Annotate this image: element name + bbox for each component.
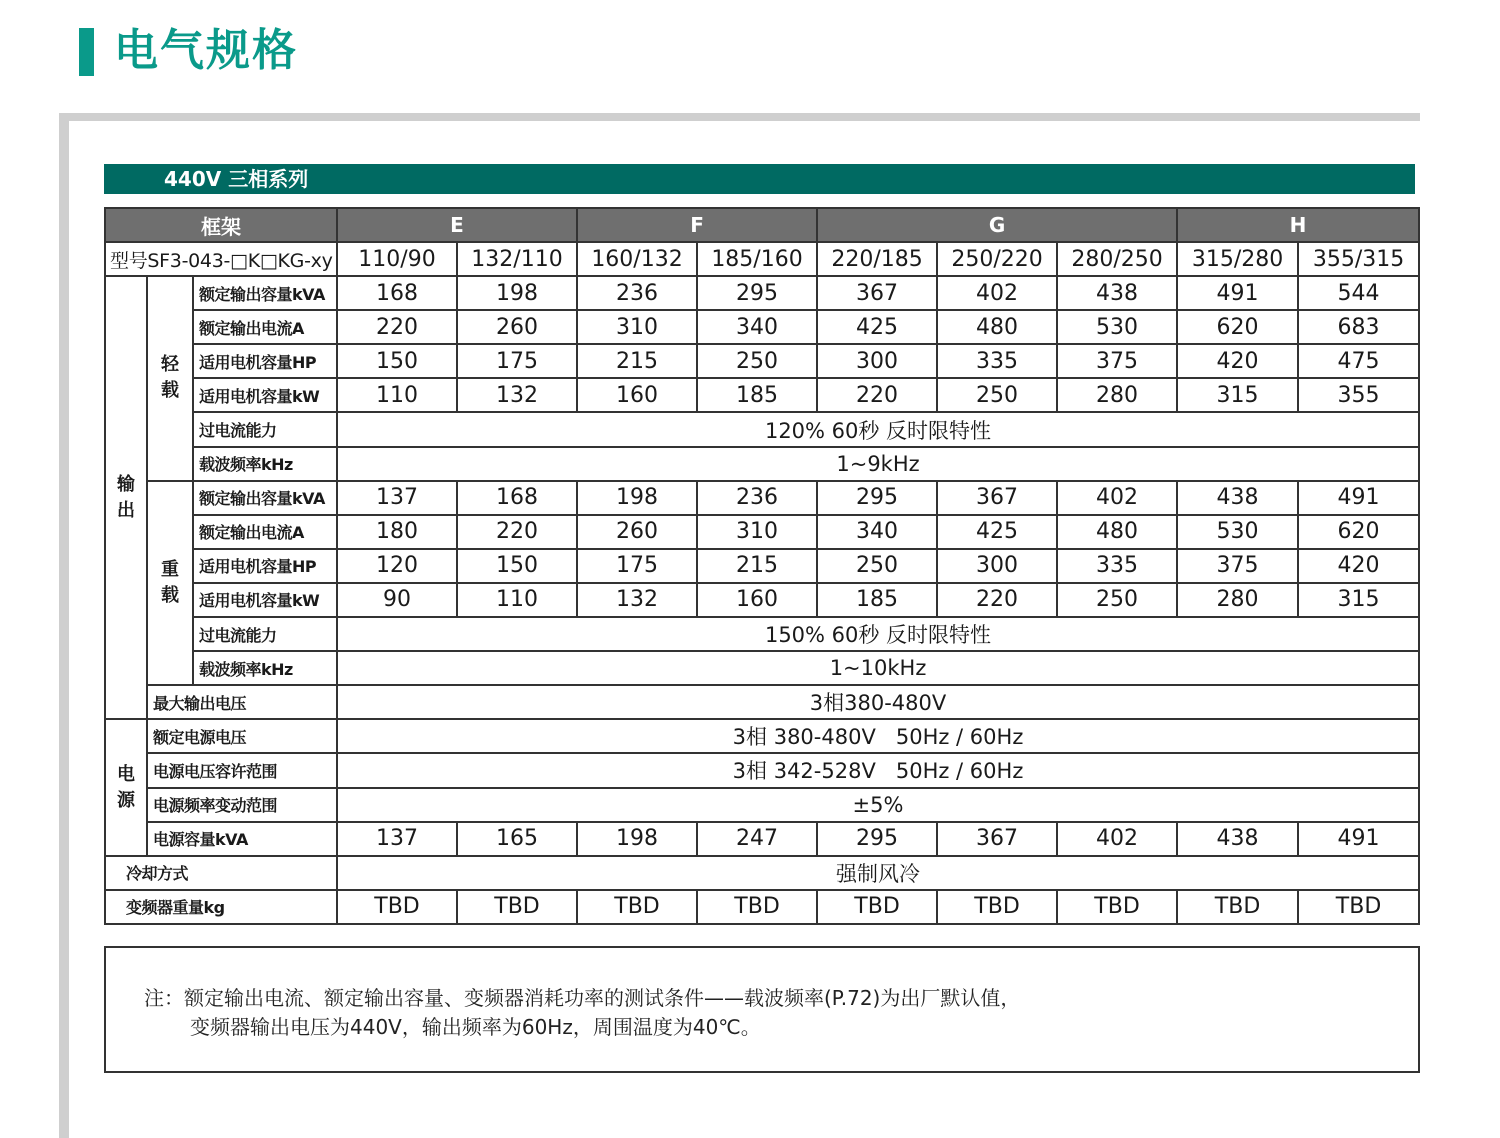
table-cell: 120 <box>337 549 457 583</box>
table-cell: 250 <box>697 344 817 378</box>
table-cell: 236 <box>697 481 817 515</box>
series-title: 440V 三相系列 <box>164 167 309 191</box>
table-row <box>105 515 1419 549</box>
table-cell: 247 <box>697 822 817 856</box>
model-cell: 110/90 <box>337 242 457 276</box>
row-label: 额定输出容量kVA <box>193 276 337 310</box>
table-cell: 355 <box>1298 378 1419 412</box>
heavy-load-label: 重 载 <box>147 481 193 686</box>
table-cell: 375 <box>1057 344 1177 378</box>
table-cell: 335 <box>937 344 1057 378</box>
table-cell: 160 <box>577 378 697 412</box>
table-cell: 110 <box>337 378 457 412</box>
model-cell: 355/315 <box>1298 242 1419 276</box>
table-cell: 150 <box>337 344 457 378</box>
frame-border-left <box>59 113 69 1138</box>
table-row <box>105 822 1419 856</box>
note-text <box>144 984 1020 1042</box>
table-cell: 220 <box>817 378 937 412</box>
table-cell: 295 <box>697 276 817 310</box>
table-cell: 137 <box>337 822 457 856</box>
table-row <box>105 651 1419 685</box>
row-label: 最大输出电压 <box>147 685 337 719</box>
table-cell: 438 <box>1177 822 1298 856</box>
table-row <box>105 310 1419 344</box>
table-cell: 185 <box>817 583 937 617</box>
table-cell: 220 <box>337 310 457 344</box>
table-cell: 340 <box>697 310 817 344</box>
table-cell: 220 <box>457 515 577 549</box>
table-cell: 260 <box>457 310 577 344</box>
table-row <box>105 753 1419 787</box>
frame-f: F <box>577 208 817 242</box>
table-cell: 530 <box>1177 515 1298 549</box>
table-cell: 150 <box>457 549 577 583</box>
table-cell: 402 <box>1057 822 1177 856</box>
model-cell: 185/160 <box>697 242 817 276</box>
row-label: 适用电机容量kW <box>193 378 337 412</box>
table-row <box>105 788 1419 822</box>
row-label: 变频器重量kg <box>105 890 337 924</box>
table-cell: 438 <box>1177 481 1298 515</box>
table-cell-span: 1~9kHz <box>337 447 1419 481</box>
table-row <box>105 549 1419 583</box>
table-cell-span: 150% 60秒 反时限特性 <box>337 617 1419 651</box>
table-cell: 420 <box>1298 549 1419 583</box>
table-row <box>105 617 1419 651</box>
table-row <box>105 481 1419 515</box>
row-label: 载波频率kHz <box>193 447 337 481</box>
table-row <box>105 890 1419 924</box>
table-cell: 185 <box>697 378 817 412</box>
table-cell: 310 <box>697 515 817 549</box>
table-cell: 491 <box>1298 481 1419 515</box>
frame-label: 框架 <box>105 208 337 242</box>
table-cell: 280 <box>1177 583 1298 617</box>
table-cell: 544 <box>1298 276 1419 310</box>
table-row <box>105 447 1419 481</box>
frame-h: H <box>1177 208 1419 242</box>
table-cell: 300 <box>937 549 1057 583</box>
table-cell: TBD <box>697 890 817 924</box>
table-cell: 300 <box>817 344 937 378</box>
table-cell: 175 <box>577 549 697 583</box>
row-label: 过电流能力 <box>193 412 337 446</box>
table-cell: 236 <box>577 276 697 310</box>
row-label: 电源电压容许范围 <box>147 753 337 787</box>
table-cell-span: 3相380-480V <box>337 685 1419 719</box>
model-cell: 315/280 <box>1177 242 1298 276</box>
table-cell: 491 <box>1177 276 1298 310</box>
light-load-label: 轻 载 <box>147 276 193 481</box>
table-cell: 425 <box>937 515 1057 549</box>
row-label: 适用电机容量HP <box>193 549 337 583</box>
table-cell: 198 <box>577 481 697 515</box>
row-label: 过电流能力 <box>193 617 337 651</box>
table-cell: 90 <box>337 583 457 617</box>
table-cell-span: ±5% <box>337 788 1419 822</box>
output-group-label: 输 出 <box>105 276 147 719</box>
table-cell: 683 <box>1298 310 1419 344</box>
table-cell: 180 <box>337 515 457 549</box>
row-label: 电源频率变动范围 <box>147 788 337 822</box>
table-cell: 375 <box>1177 549 1298 583</box>
table-cell: TBD <box>1057 890 1177 924</box>
table-cell: 402 <box>937 276 1057 310</box>
row-label: 电源容量kVA <box>147 822 337 856</box>
series-banner <box>104 164 1415 194</box>
table-cell: 315 <box>1298 583 1419 617</box>
table-row <box>105 378 1419 412</box>
table-cell: 530 <box>1057 310 1177 344</box>
table-cell: TBD <box>337 890 457 924</box>
table-row <box>105 583 1419 617</box>
table-row <box>105 856 1419 890</box>
table-row <box>105 344 1419 378</box>
table-cell-span: 3相 380-480V 50Hz / 60Hz <box>337 719 1419 753</box>
table-cell: 110 <box>457 583 577 617</box>
frame-header-row <box>105 208 1419 242</box>
row-label: 冷却方式 <box>105 856 337 890</box>
table-cell-span: 强制风冷 <box>337 856 1419 890</box>
table-cell: 220 <box>937 583 1057 617</box>
row-label: 额定输出电流A <box>193 310 337 344</box>
table-cell: 438 <box>1057 276 1177 310</box>
row-label: 适用电机容量HP <box>193 344 337 378</box>
page-title: 电气规格 <box>114 25 298 76</box>
table-cell: 137 <box>337 481 457 515</box>
table-cell: 132 <box>457 378 577 412</box>
note-line: 变频器输出电压为440V，输出频率为60Hz，周围温度为40℃。 <box>190 1015 761 1039</box>
table-cell: 295 <box>817 822 937 856</box>
note-box <box>104 946 1420 1073</box>
table-cell: 168 <box>457 481 577 515</box>
table-cell: 367 <box>937 822 1057 856</box>
table-cell: 315 <box>1177 378 1298 412</box>
row-label: 额定输出电流A <box>193 515 337 549</box>
table-cell: 198 <box>457 276 577 310</box>
table-cell: 160 <box>697 583 817 617</box>
table-cell: 335 <box>1057 549 1177 583</box>
note-line: 注：额定输出电流、额定输出容量、变频器消耗功率的测试条件——载波频率(P.72)为出厂默认值， <box>144 986 1021 1010</box>
table-cell: 310 <box>577 310 697 344</box>
table-cell: 480 <box>1057 515 1177 549</box>
table-cell: 367 <box>937 481 1057 515</box>
model-cell: 220/185 <box>817 242 937 276</box>
table-row <box>105 719 1419 753</box>
frame-border-top <box>59 113 1420 121</box>
table-cell: 340 <box>817 515 937 549</box>
table-cell: 198 <box>577 822 697 856</box>
table-cell: 420 <box>1177 344 1298 378</box>
model-label: 型号SF3-043-□K□KG-xy <box>105 242 337 276</box>
table-row <box>105 412 1419 446</box>
table-cell: 620 <box>1298 515 1419 549</box>
table-cell: TBD <box>817 890 937 924</box>
table-cell: 480 <box>937 310 1057 344</box>
row-label: 适用电机容量kW <box>193 583 337 617</box>
table-cell: 175 <box>457 344 577 378</box>
table-cell: TBD <box>937 890 1057 924</box>
row-label: 额定电源电压 <box>147 719 337 753</box>
table-cell: 132 <box>577 583 697 617</box>
model-row <box>105 242 1419 276</box>
table-cell: 367 <box>817 276 937 310</box>
table-cell: 402 <box>1057 481 1177 515</box>
power-group-label: 电 源 <box>105 719 147 855</box>
table-cell: 168 <box>337 276 457 310</box>
table-cell: TBD <box>1298 890 1419 924</box>
table-cell: TBD <box>457 890 577 924</box>
table-row <box>105 685 1419 719</box>
row-label: 额定输出容量kVA <box>193 481 337 515</box>
frame-g: G <box>817 208 1177 242</box>
model-cell: 280/250 <box>1057 242 1177 276</box>
model-cell: 250/220 <box>937 242 1057 276</box>
table-cell-span: 120% 60秒 反时限特性 <box>337 412 1419 446</box>
table-cell: 425 <box>817 310 937 344</box>
table-cell: 295 <box>817 481 937 515</box>
row-label: 载波频率kHz <box>193 651 337 685</box>
table-cell: 620 <box>1177 310 1298 344</box>
table-cell: 260 <box>577 515 697 549</box>
table-cell: 280 <box>1057 378 1177 412</box>
table-cell: 475 <box>1298 344 1419 378</box>
frame-e: E <box>337 208 577 242</box>
table-cell: 215 <box>697 549 817 583</box>
table-cell: 165 <box>457 822 577 856</box>
table-cell: TBD <box>577 890 697 924</box>
model-cell: 132/110 <box>457 242 577 276</box>
table-cell: 491 <box>1298 822 1419 856</box>
table-cell: 215 <box>577 344 697 378</box>
table-cell: 250 <box>817 549 937 583</box>
table-cell: TBD <box>1177 890 1298 924</box>
spec-table <box>104 207 1420 925</box>
table-cell: 250 <box>1057 583 1177 617</box>
title-accent-bar <box>79 28 94 76</box>
model-cell: 160/132 <box>577 242 697 276</box>
table-cell-span: 3相 342-528V 50Hz / 60Hz <box>337 753 1419 787</box>
table-cell: 250 <box>937 378 1057 412</box>
table-cell-span: 1~10kHz <box>337 651 1419 685</box>
table-row <box>105 276 1419 310</box>
